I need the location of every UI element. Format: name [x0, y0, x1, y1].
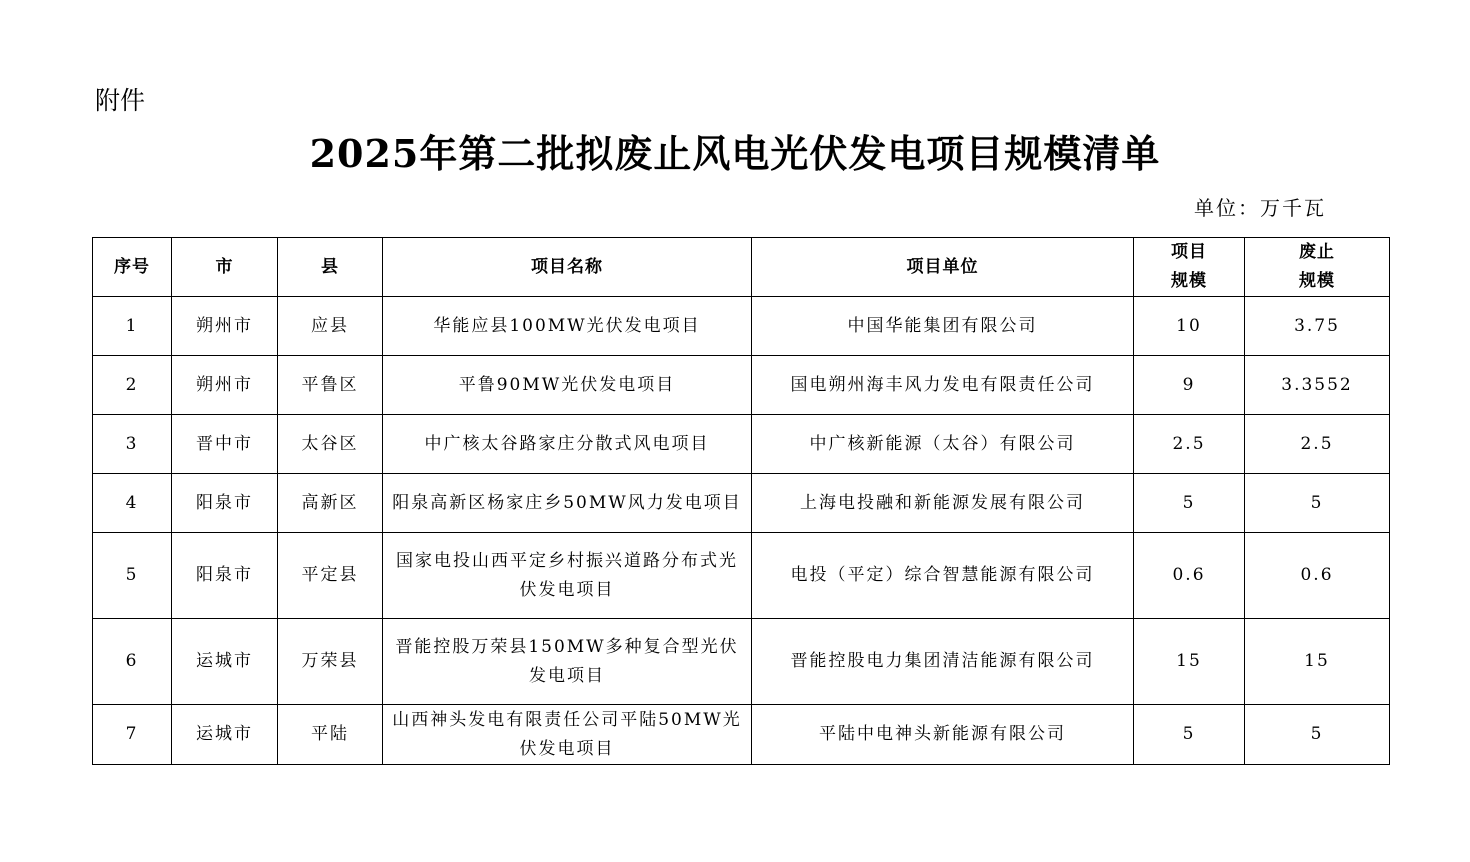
cell-abolish-scale: 3.3552	[1245, 356, 1390, 415]
header-project-unit: 项目单位	[752, 238, 1134, 297]
cell-city: 阳泉市	[172, 533, 278, 619]
table-row	[93, 533, 1390, 619]
table-row	[93, 415, 1390, 474]
cell-project-unit: 中广核新能源（太谷）有限公司	[752, 415, 1134, 474]
cell-seq: 1	[93, 297, 172, 356]
cell-project-name: 中广核太谷路家庄分散式风电项目	[383, 415, 752, 474]
cell-project-scale: 5	[1134, 474, 1245, 533]
cell-project-name: 晋能控股万荣县150MW多种复合型光伏发电项目	[383, 619, 752, 705]
cell-project-unit: 中国华能集团有限公司	[752, 297, 1134, 356]
cell-abolish-scale: 15	[1245, 619, 1390, 705]
cell-project-scale: 0.6	[1134, 533, 1245, 619]
header-seq: 序号	[93, 238, 172, 297]
cell-seq: 6	[93, 619, 172, 705]
table-row	[93, 705, 1390, 765]
cell-county: 应县	[278, 297, 383, 356]
cell-project-name: 平鲁90MW光伏发电项目	[383, 356, 752, 415]
cell-city: 运城市	[172, 705, 278, 765]
cell-seq: 7	[93, 705, 172, 765]
cell-project-unit: 国电朔州海丰风力发电有限责任公司	[752, 356, 1134, 415]
page-title: 2025年第二批拟废止风电光伏发电项目规模清单	[309, 131, 1161, 176]
header-abolish-scale-line1: 废止	[1299, 242, 1335, 262]
unit-label: 单位：万千瓦	[1194, 196, 1326, 220]
attachment-label: 附件	[95, 86, 146, 115]
table-row	[93, 297, 1390, 356]
cell-project-name: 华能应县100MW光伏发电项目	[383, 297, 752, 356]
cell-county: 平定县	[278, 533, 383, 619]
cell-seq: 2	[93, 356, 172, 415]
cell-seq: 3	[93, 415, 172, 474]
header-county: 县	[278, 238, 383, 297]
header-project-scale	[1134, 238, 1245, 297]
cell-project-scale: 2.5	[1134, 415, 1245, 474]
cell-county: 太谷区	[278, 415, 383, 474]
cell-city: 阳泉市	[172, 474, 278, 533]
cell-abolish-scale: 0.6	[1245, 533, 1390, 619]
cell-abolish-scale: 5	[1245, 705, 1390, 765]
header-project-scale-line1: 项目	[1171, 242, 1207, 262]
cell-project-name: 国家电投山西平定乡村振兴道路分布式光伏发电项目	[383, 533, 752, 619]
cell-abolish-scale: 5	[1245, 474, 1390, 533]
cell-project-scale: 9	[1134, 356, 1245, 415]
cell-city: 运城市	[172, 619, 278, 705]
cell-county: 平鲁区	[278, 356, 383, 415]
project-table	[92, 237, 1390, 765]
cell-project-unit: 平陆中电神头新能源有限公司	[752, 705, 1134, 765]
cell-project-scale: 5	[1134, 705, 1245, 765]
cell-city: 晋中市	[172, 415, 278, 474]
cell-project-scale: 10	[1134, 297, 1245, 356]
cell-county: 平陆	[278, 705, 383, 765]
header-city: 市	[172, 238, 278, 297]
table-header-row	[93, 238, 1390, 297]
cell-project-scale: 15	[1134, 619, 1245, 705]
cell-county: 高新区	[278, 474, 383, 533]
header-project-name: 项目名称	[383, 238, 752, 297]
cell-abolish-scale: 3.75	[1245, 297, 1390, 356]
cell-project-unit: 电投（平定）综合智慧能源有限公司	[752, 533, 1134, 619]
table-row	[93, 619, 1390, 705]
cell-city: 朔州市	[172, 297, 278, 356]
cell-county: 万荣县	[278, 619, 383, 705]
table-row	[93, 474, 1390, 533]
cell-project-name: 山西神头发电有限责任公司平陆50MW光伏发电项目	[383, 705, 752, 765]
table-row	[93, 356, 1390, 415]
header-abolish-scale	[1245, 238, 1390, 297]
header-abolish-scale-line2: 规模	[1299, 271, 1335, 291]
cell-seq: 4	[93, 474, 172, 533]
cell-project-name: 阳泉高新区杨家庄乡50MW风力发电项目	[383, 474, 752, 533]
cell-project-unit: 晋能控股电力集团清洁能源有限公司	[752, 619, 1134, 705]
cell-seq: 5	[93, 533, 172, 619]
cell-project-unit: 上海电投融和新能源发展有限公司	[752, 474, 1134, 533]
cell-city: 朔州市	[172, 356, 278, 415]
cell-abolish-scale: 2.5	[1245, 415, 1390, 474]
header-project-scale-line2: 规模	[1171, 271, 1207, 291]
